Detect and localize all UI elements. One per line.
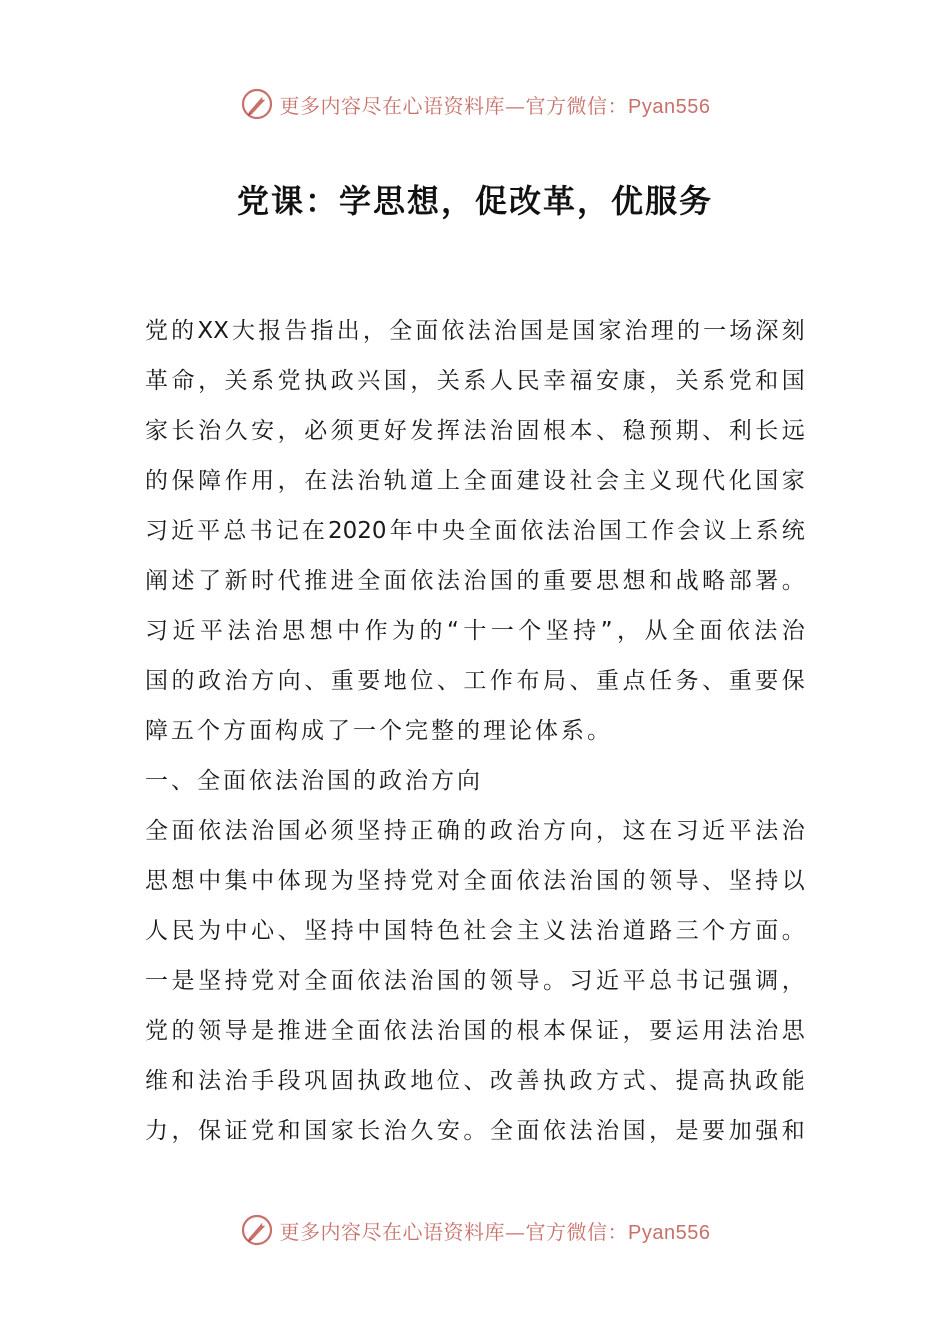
watermark-label: 更多内容尽在心语资料库—官方微信： (279, 93, 629, 118)
page-title: 党课：学思想，促改革，优服务 (236, 182, 713, 220)
pen-logo-icon (240, 1213, 274, 1247)
watermark-text (280, 1216, 711, 1245)
text-line: 维 和 法 治 手 段 巩 固 执 政 地 位 、 改 善 执 政 方 式 、 提 高 执 政 能 (145, 1068, 805, 1094)
text-line: 全 面 依 法 治 国 必 须 坚 持 正 确 的 政 治 方 向 ， 这 在 习 近 平 法 治 (145, 818, 805, 844)
text-line: 习 近 平 总 书 记 在 2020 年 中 央 全 面 依 法 治 国 工 作 会 议 上 系 统 (145, 518, 805, 544)
text-line: 一、全面依法治国的政治方向 (145, 768, 483, 794)
pen-logo-icon (240, 87, 274, 121)
text-line: 习 近 平 法 治 思 想 中 作 为 的 “ 十 一 个 坚 持 ” ， 从 全 面 依 法 治 (145, 618, 805, 644)
document-body (145, 306, 805, 1156)
watermark-banner-bottom (0, 1210, 950, 1250)
text-line: 阐 述 了 新 时 代 推 进 全 面 依 法 治 国 的 重 要 思 想 和 战 略 部 署 。 (145, 568, 805, 594)
text-line: 一 是 坚 持 党 对 全 面 依 法 治 国 的 领 导 。 习 近 平 总 书 记 强 调 ， (145, 968, 805, 994)
watermark-banner-top (0, 84, 950, 124)
text-line: 党 的 XX 大 报 告 指 出 ， 全 面 依 法 治 国 是 国 家 治 理 的 一 场 深 刻 (145, 318, 805, 344)
wechat-id: Pyan556 (628, 1221, 711, 1244)
text-line: 力 ， 保 证 党 和 国 家 长 治 久 安 。 全 面 依 法 治 国 ， 是 要 加 强 和 (145, 1118, 805, 1144)
watermark-label: 更多内容尽在心语资料库—官方微信： (279, 1219, 629, 1244)
wechat-id: Pyan556 (628, 95, 711, 118)
text-line: 国 的 政 治 方 向 、 重 要 地 位 、 工 作 布 局 、 重 点 任 务 、 重 要 保 (145, 668, 805, 694)
text-line: 的 保 障 作 用 ， 在 法 治 轨 道 上 全 面 建 设 社 会 主 义 现 代 化 国 家 (145, 468, 805, 494)
text-line: 党 的 领 导 是 推 进 全 面 依 法 治 国 的 根 本 保 证 ， 要 运 用 法 治 思 (145, 1018, 805, 1044)
text-line: 家 长 治 久 安 ， 必 须 更 好 发 挥 法 治 固 根 本 、 稳 预 期 、 利 长 远 (145, 418, 805, 444)
text-line: 思 想 中 集 中 体 现 为 坚 持 党 对 全 面 依 法 治 国 的 领 导 、 坚 持 以 (145, 868, 805, 894)
text-line: 人 民 为 中 心 、 坚 持 中 国 特 色 社 会 主 义 法 治 道 路 三 个 方 面 。 (145, 918, 805, 944)
text-line: 障五个方面构成了一个完整的理论体系。 (145, 718, 613, 744)
text-line: 革 命 ， 关 系 党 执 政 兴 国 ， 关 系 人 民 幸 福 安 康 ， 关 系 党 和 国 (145, 368, 805, 394)
watermark-text (280, 90, 711, 119)
